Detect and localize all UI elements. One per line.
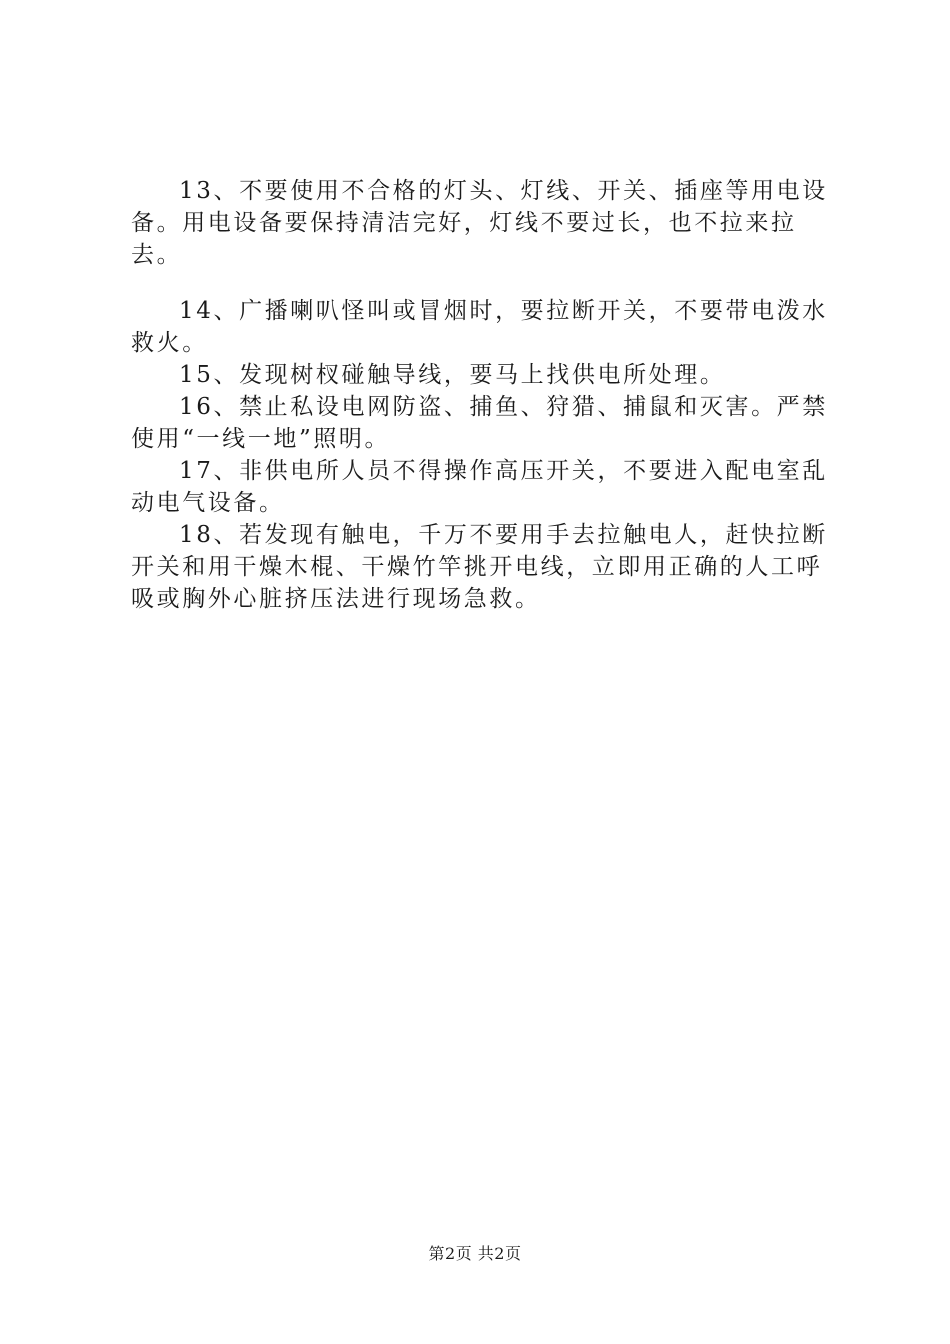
paragraph-18: 18、若发现有触电，千万不要用手去拉触电人，赶快拉断开关和用干燥木棍、干燥竹竿挑开电线，立即用正确的人工呼吸或胸外心脏挤压法进行现场急救。 [131, 522, 828, 612]
paragraph-17: 17、非供电所人员不得操作高压开关，不要进入配电室乱动电气设备。 [131, 458, 828, 516]
document-body [131, 175, 843, 615]
page-number-footer: 第2页 共2页 [428, 1244, 522, 1263]
paragraph-15: 15、发现树杈碰触导线，要马上找供电所处理。 [179, 362, 726, 388]
paragraph-16: 16、禁止私设电网防盗、捕鱼、狩猎、捕鼠和灭害。严禁使用“一线一地”照明。 [131, 394, 828, 452]
paragraph-14: 14、广播喇叭怪叫或冒烟时，要拉断开关，不要带电泼水救火。 [131, 298, 828, 356]
paragraph-13: 13、不要使用不合格的灯头、灯线、开关、插座等用电设备。用电设备要保持清洁完好，灯线不要过长，也不拉来拉去。 [131, 178, 828, 268]
